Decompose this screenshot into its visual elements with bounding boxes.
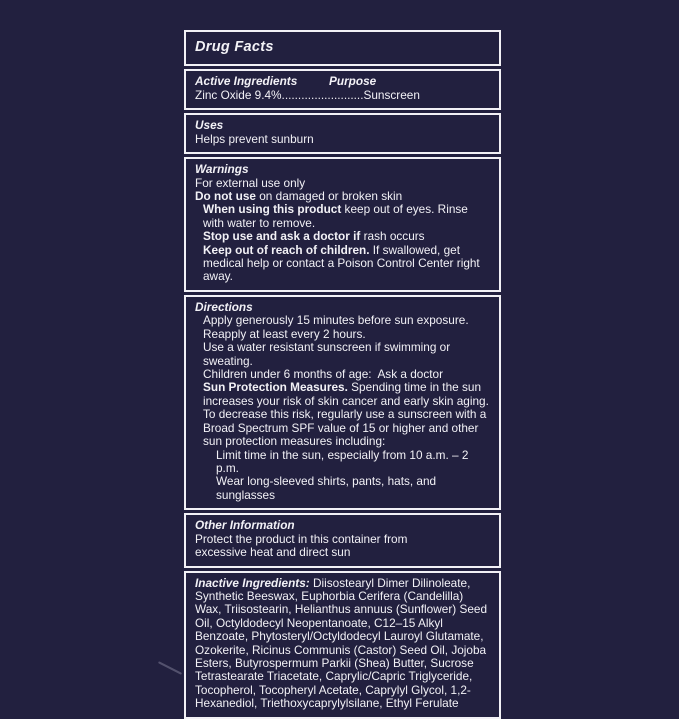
text-run: Inactive Ingredients: — [195, 575, 310, 590]
section-uses — [184, 113, 501, 154]
section-warnings-paragraph-2 — [195, 190, 490, 203]
section-directions-paragraph-4 — [203, 368, 490, 381]
packaging-edge-highlight — [158, 661, 182, 675]
section-directions-paragraph-7 — [216, 475, 490, 502]
text-run: For external use only — [195, 175, 306, 190]
section-warnings-paragraph-5 — [203, 244, 490, 284]
text-run: Wear long-sleeved shirts, pants, hats, and sunglasses — [216, 474, 440, 502]
section-other-information-paragraph-2 — [195, 546, 490, 559]
section-other-information-heading: Other Information — [195, 518, 295, 533]
section-directions-paragraph-5 — [203, 381, 490, 448]
text-run: on damaged or broken skin — [255, 189, 403, 203]
text-run: Do not use — [195, 189, 256, 203]
section-active-ingredients-heading-2: Purpose — [329, 74, 377, 88]
section-other-information — [184, 513, 501, 567]
section-directions-paragraph-1 — [203, 314, 490, 327]
section-warnings-paragraph-4 — [203, 230, 490, 243]
section-warnings — [184, 157, 501, 292]
text-run: If swallowed, get medical help or contact a Poison Control Center right away. — [203, 242, 483, 284]
drug-facts-title-box — [184, 30, 501, 66]
text-run: Spending time in the sun increases your risk of skin cancer and early skin aging. To decrease this risk, regularly use a sunscreen with a Broad Spectrum SPF value of 15 or higher and other sun protection measures including: — [203, 380, 492, 449]
text-run: Zinc Oxide 9.4%.........................Sunscreen — [195, 87, 420, 102]
text-run: Apply generously 15 minutes before sun exposure. — [203, 313, 469, 328]
section-active-ingredients — [184, 69, 501, 110]
text-run: Diisostearyl Dimer Dilinoleate, Synthetic Beeswax, Euphorbia Cerifera (Candelilla) Wax, Triisostearin, Helianthus annuus (Sunflower) Seed Oil, Octyldodecyl Neopentanoate, C12–15 Alkyl Benzoate, Phytosteryl/Octyldodecyl Lauroyl Glutamate, Ozokerite, Ricinus Communis (Castor) Seed Oil, Jojoba Esters, Butyrospermum Parkii (Shea) Butter, Sucrose Tetrastearate Triacetate, Caprylic/Capric Triglyceride, Tocopherol, Tocopheryl Acetate, Caprylyl Glycol, 1,2-Hexanediol, Triethoxycaprylylsilane, Ethyl Ferulate — [195, 575, 491, 711]
section-warnings-paragraph-1 — [195, 177, 490, 190]
text-run: Limit time in the sun, especially from 10 a.m. – 2 p.m. — [216, 447, 472, 475]
text-run: Reapply at least every 2 hours. — [203, 326, 366, 341]
section-directions-paragraph-3 — [203, 341, 490, 368]
section-active-ingredients-headings — [195, 75, 490, 89]
drug-facts-title: Drug Facts — [195, 39, 274, 55]
text-run: Protect the product in this container from — [195, 531, 408, 546]
text-run: Keep out of reach of children. — [203, 242, 370, 257]
section-directions-heading: Directions — [195, 299, 253, 314]
section-directions-paragraph-6 — [216, 449, 490, 476]
section-warnings-paragraph-3 — [203, 203, 490, 230]
section-directions-paragraph-2 — [203, 328, 490, 341]
text-run: excessive heat and direct sun — [195, 545, 351, 560]
section-active-ingredients-heading-1: Active Ingredients — [195, 74, 298, 88]
text-run: When using this product — [203, 202, 342, 217]
section-active-ingredients-paragraph-1 — [195, 89, 490, 102]
text-run: Use a water resistant sunscreen if swimming or sweating. — [203, 340, 454, 368]
text-run: Helps prevent sunburn — [195, 131, 314, 146]
text-run: Children under 6 months of age: Ask a doctor — [203, 367, 444, 382]
section-inactive-ingredients — [184, 571, 501, 719]
section-uses-paragraph-1 — [195, 133, 490, 146]
section-other-information-paragraph-1 — [195, 533, 490, 546]
text-run: Sun Protection Measures. — [203, 380, 348, 395]
section-directions — [184, 295, 501, 510]
section-inactive-ingredients-paragraph-1 — [195, 577, 490, 711]
text-run: keep out of eyes. Rinse with water to remove. — [203, 202, 472, 230]
text-run: rash occurs — [360, 229, 425, 244]
section-warnings-heading: Warnings — [195, 162, 249, 176]
text-run: Stop use and ask a doctor if — [203, 229, 361, 244]
drug-facts-label — [184, 30, 501, 719]
section-uses-heading: Uses — [195, 118, 224, 132]
